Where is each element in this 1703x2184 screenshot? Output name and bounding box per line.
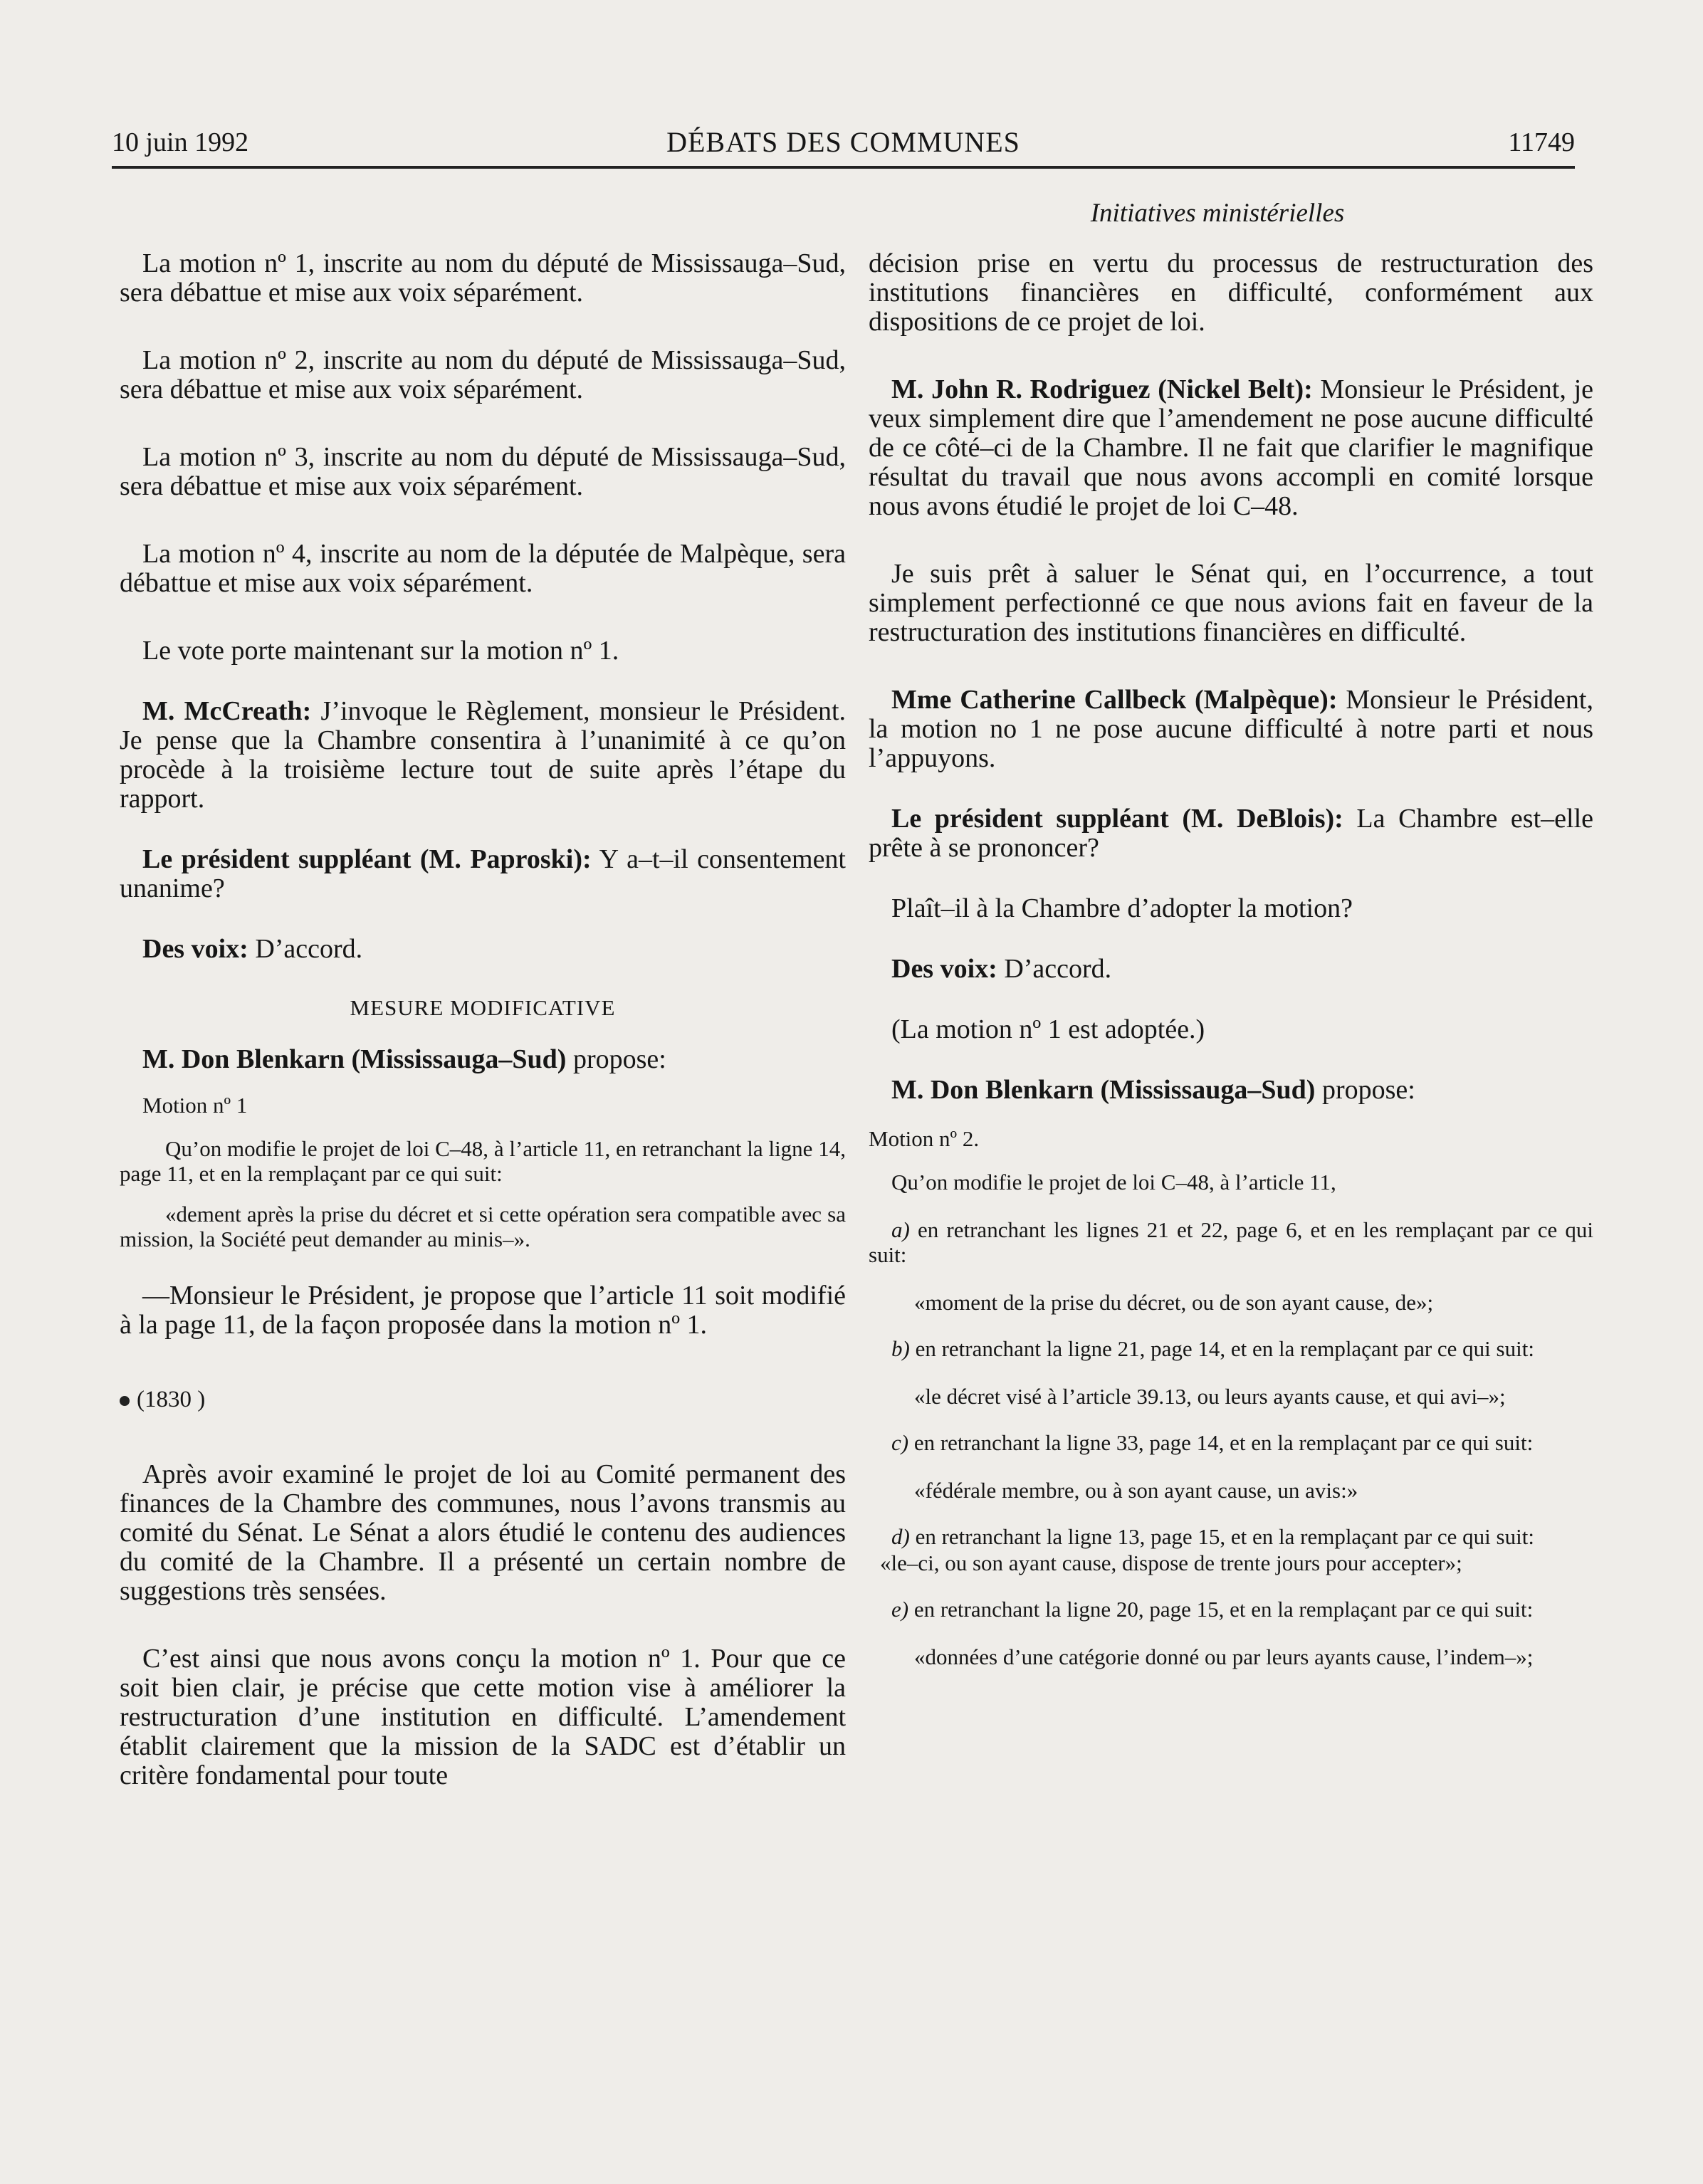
motion-1-text: Qu’on modifie le projet de loi C–48, à l’article 11, en retranchant la ligne 14, page 11, et en la remplaçant par ce qui suit: bbox=[120, 1136, 846, 1186]
timestamp bbox=[120, 1387, 846, 1413]
bullet-icon bbox=[120, 1396, 130, 1406]
paragraph-plait-il: Plaît–il à la Chambre d’adopter la motion? bbox=[891, 893, 1353, 923]
speaker-name: M. Don Blenkarn (Mississauga–Sud) bbox=[891, 1075, 1316, 1105]
speech-text: Monsieur le Président, la motion no 1 ne pose aucune difficulté à notre parti et nous l’appuyons. bbox=[869, 685, 1593, 773]
intervention-paproski bbox=[120, 845, 846, 903]
intervention-rodriguez bbox=[869, 375, 1593, 521]
amendment-text: en retranchant la ligne 21, page 14, et en la remplaçant par ce qui suit: bbox=[909, 1336, 1534, 1361]
paragraph-blenkarn-speech: —Monsieur le Président, je propose que l’article 11 soit modifié à la page 11, de la façon proposée dans la motion nº 1. bbox=[120, 1281, 846, 1340]
intervention-callbeck bbox=[869, 686, 1593, 773]
speaker-name: M. Don Blenkarn (Mississauga–Sud) bbox=[142, 1044, 567, 1074]
intervention-deblois bbox=[869, 804, 1593, 863]
header-date: 10 juin 1992 bbox=[112, 127, 249, 157]
paragraph-motion-1: La motion nº 1, inscrite au nom du député de Mississauga–Sud, sera débattue et mise aux voix séparément. bbox=[120, 248, 846, 308]
paragraph-adoptee: (La motion nº 1 est adoptée.) bbox=[891, 1014, 1205, 1044]
paragraph-continuation: décision prise en vertu du processus de restructuration des institutions financières en difficulté, conformément aux dispositions de ce projet de loi. bbox=[869, 248, 1593, 337]
amendment-c-quote: «fédérale membre, ou à son ayant cause, un avis:» bbox=[914, 1478, 1358, 1503]
paragraph-cest-ainsi: C’est ainsi que nous avons conçu la motion nº 1. Pour que ce soit bien clair, je précise que cette motion vise à améliorer la restructuration d’une institution en difficulté. L’amendement établit clairement que la mission de la SADC est d’établir un critère fondamental pour toute bbox=[120, 1644, 846, 1790]
paragraph-motion-4: La motion nº 4, inscrite au nom de la députée de Malpèque, sera débattue et mise aux voix séparément. bbox=[120, 539, 846, 598]
speech-text: propose: bbox=[566, 1044, 666, 1074]
intervention-voix-1 bbox=[120, 935, 846, 964]
amendment-letter: d) bbox=[891, 1524, 910, 1549]
speaker-name: Le président suppléant (M. DeBlois): bbox=[891, 804, 1343, 834]
motion-2-label: Motion nº 2. bbox=[869, 1126, 980, 1151]
amendment-b-quote: «le décret visé à l’article 39.13, ou leurs ayants cause, et qui avi–»; bbox=[914, 1384, 1506, 1409]
speaker-name: Mme Catherine Callbeck (Malpèque): bbox=[891, 685, 1338, 715]
motion-1-quote: «dement après la prise du décret et si cette opération sera compatible avec sa mission, la Société peut demander au minis–». bbox=[120, 1202, 846, 1251]
intervention-blenkarn-2 bbox=[869, 1076, 1593, 1105]
amendment-letter: c) bbox=[891, 1430, 909, 1455]
amendment-letter: b) bbox=[891, 1336, 910, 1361]
left-column bbox=[120, 249, 846, 1790]
amendment-d bbox=[869, 1524, 1593, 1549]
motion-2-intro: Qu’on modifie le projet de loi C–48, à l’article 11, bbox=[891, 1170, 1336, 1195]
amendment-letter: a) bbox=[891, 1217, 910, 1242]
speaker-name: M. John R. Rodriguez (Nickel Belt): bbox=[891, 374, 1313, 404]
speaker-name: Des voix: bbox=[891, 954, 997, 984]
intervention-blenkarn-1 bbox=[120, 1045, 846, 1074]
amendment-c bbox=[869, 1430, 1593, 1455]
intervention-mccreath bbox=[120, 697, 846, 814]
right-column bbox=[869, 249, 1593, 1669]
paragraph-vote: Le vote porte maintenant sur la motion nº 1. bbox=[142, 636, 619, 666]
speaker-name: Des voix: bbox=[142, 934, 248, 964]
speech-text: propose: bbox=[1315, 1075, 1415, 1105]
speech-text: D’accord. bbox=[997, 954, 1112, 984]
paragraph-apres: Après avoir examiné le projet de loi au Comité permanent des finances de la Chambre des communes, nous l’avons transmis au comité du Sénat. Le Sénat a alors étudié le contenu des audiences du comité de la Chambre. Il a présenté un certain nombre de suggestions très sensées. bbox=[120, 1459, 846, 1606]
speech-text: La Chambre est–elle prête à se prononcer? bbox=[869, 804, 1593, 863]
header-title: DÉBATS DES COMMUNES bbox=[666, 126, 1020, 158]
speech-text: Monsieur le Président, je veux simplement dire que l’amendement ne pose aucune difficulté de ce côté–ci de la Chambre. Il ne fait que clarifier le magnifique résultat du travail que nous avons accompli en comité lorsque nous avons étudié le projet de loi C–48. bbox=[869, 374, 1593, 521]
page-header bbox=[112, 121, 1575, 168]
timestamp-text: (1830 ) bbox=[137, 1387, 206, 1412]
amendment-d-quote: «le–ci, ou son ayant cause, dispose de trente jours pour accepter»; bbox=[880, 1550, 1462, 1575]
section-heading: Initiatives ministérielles bbox=[1090, 199, 1345, 228]
speech-text: J’invoque le Règlement, monsieur le Président. Je pense que la Chambre consentira à l’unanimité à ce qu’on procède à la troisième lecture tout de suite après l’étape du rapport. bbox=[120, 696, 847, 814]
amendment-a-quote: «moment de la prise du décret, ou de son ayant cause, de»; bbox=[914, 1290, 1434, 1315]
header-rule bbox=[112, 166, 1575, 169]
amendment-text: en retranchant la ligne 33, page 14, et en la remplaçant par ce qui suit: bbox=[908, 1430, 1534, 1455]
subheading-mesure-modificative: MESURE MODIFICATIVE bbox=[350, 995, 616, 1020]
amendment-e bbox=[869, 1597, 1593, 1622]
paragraph-motion-2: La motion nº 2, inscrite au nom du député de Mississauga–Sud, sera débattue et mise aux voix séparément. bbox=[120, 345, 846, 404]
amendment-e-quote: «données d’une catégorie donné ou par leurs ayants cause, l’indem–»; bbox=[914, 1644, 1534, 1669]
header-page-number: 11749 bbox=[1508, 127, 1575, 157]
motion-1-label: Motion nº 1 bbox=[142, 1093, 248, 1118]
paragraph-motion-3: La motion nº 3, inscrite au nom du député de Mississauga–Sud, sera débattue et mise aux voix séparément. bbox=[120, 442, 846, 501]
speaker-name: M. McCreath: bbox=[142, 696, 312, 726]
speaker-name: Le président suppléant (M. Paproski): bbox=[142, 844, 592, 874]
amendment-b bbox=[869, 1336, 1593, 1361]
amendment-letter: e) bbox=[891, 1597, 909, 1622]
paragraph-senat: Je suis prêt à saluer le Sénat qui, en l’occurrence, a tout simplement perfectionné ce que nous avions fait en faveur de la restructuration des institutions financières en difficulté. bbox=[869, 559, 1593, 647]
speech-text: Y a–t–il consentement unanime? bbox=[120, 844, 846, 903]
intervention-voix-2 bbox=[869, 955, 1593, 984]
amendment-text: en retranchant la ligne 20, page 15, et en la remplaçant par ce qui suit: bbox=[908, 1597, 1534, 1622]
amendment-text: en retranchant les lignes 21 et 22, page 6, et en les remplaçant par ce qui suit: bbox=[869, 1217, 1593, 1267]
amendment-a bbox=[869, 1217, 1593, 1267]
speech-text: D’accord. bbox=[248, 934, 363, 964]
amendment-text: en retranchant la ligne 13, page 15, et en la remplaçant par ce qui suit: bbox=[909, 1524, 1534, 1549]
